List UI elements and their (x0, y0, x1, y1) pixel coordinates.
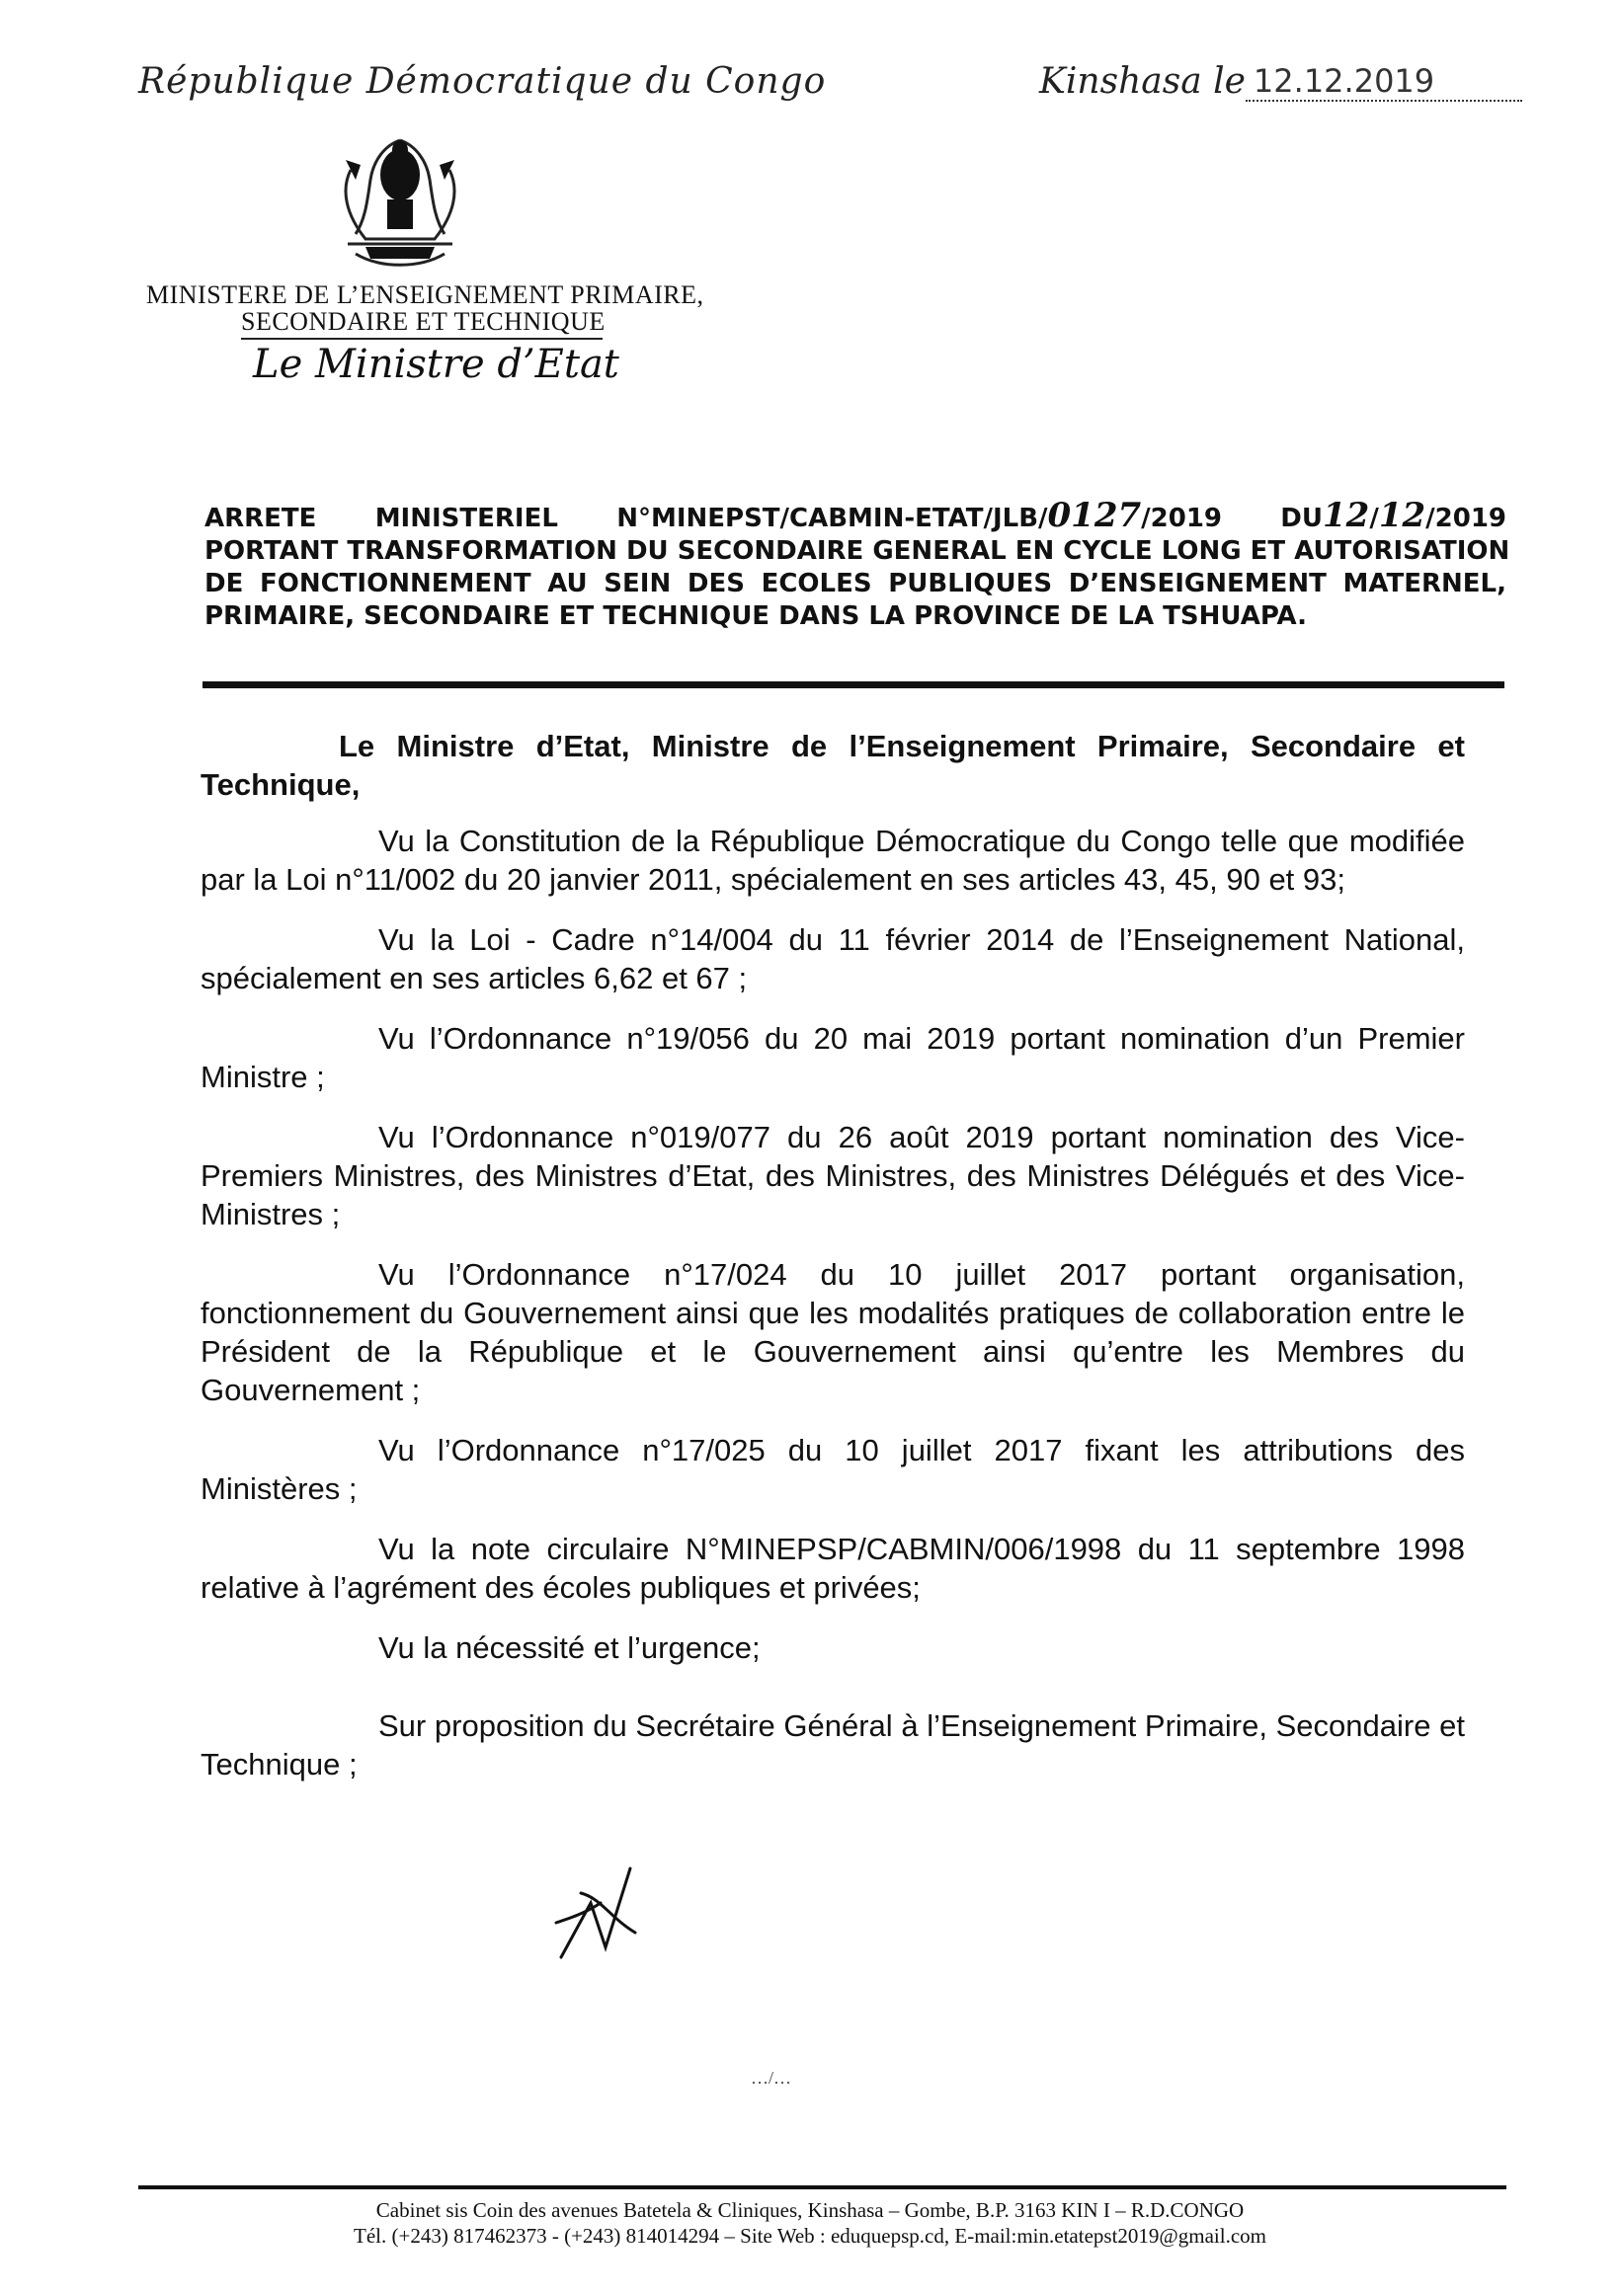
considerant-2: Vu la Loi - Cadre n°14/004 du 11 février 2014 de l’Enseignement National, spécialement en ses articles 6,62 et 67 ; (201, 922, 1465, 995)
decree-title-line1 (204, 496, 1506, 535)
decree-type: MINISTERIEL (374, 504, 558, 533)
decree-title-line2: PORTANT TRANSFORMATION DU SECONDAIRE GENERAL EN CYCLE LONG ET AUTORISATION (204, 536, 1510, 566)
considerant-7: Vu la note circulaire N°MINEPSP/CABMIN/006/1998 du 11 septembre 1998 relative à l’agrément des écoles publiques et privées; (201, 1532, 1465, 1605)
decree-number: N°MINEPST/CABMIN-ETAT/JLB/0127/2019 (616, 496, 1223, 535)
considerant-4: Vu l’Ordonnance n°019/077 du 26 août 2019 portant nomination des Vice-Premiers Ministres, des Ministres d’Etat, des Ministres, des Ministres Délégués et des Vice-Ministres ; (201, 1120, 1465, 1231)
decree-title-line3: DE FONCTIONNEMENT AU SEIN DES ECOLES PUBLIQUES D’ENSEIGNEMENT MATERNEL, (204, 569, 1506, 598)
footer-contact: Tél. (+243) 817462373 - (+243) 814014294 – Site Web : eduquepsp.cd, E-mail:min.etatepst2019@gmail.com (354, 2224, 1266, 2248)
considerant-5: Vu l’Ordonnance n°17/024 du 10 juillet 2017 portant organisation, fonctionnement du Gouvernement ainsi que les modalités pratiques de collaboration entre le Président de la République et le Gouvernement ainsi qu’entre les Membres du Gouvernement ; (201, 1257, 1465, 1407)
signature-initial (551, 1863, 640, 1962)
coat-of-arms-emblem (326, 120, 474, 278)
city-label: Kinshasa le (1039, 61, 1246, 102)
title-divider (202, 681, 1504, 688)
considerant-6: Vu l’Ordonnance n°17/025 du 10 juillet 2017 fixant les attributions des Ministères ; (201, 1433, 1465, 1506)
considerant-8: Vu la nécessité et l’urgence; (378, 1630, 761, 1665)
ministry-name-line1: MINISTERE DE L’ENSEIGNEMENT PRIMAIRE, (146, 280, 704, 309)
decree-label: ARRETE (204, 504, 317, 533)
republic-heading: République Démocratique du Congo (138, 61, 827, 102)
handwritten-number: 0127 (1047, 496, 1142, 535)
date-field (1246, 62, 1522, 102)
handwritten-month: 12 (1378, 496, 1426, 535)
footer-divider (138, 2185, 1506, 2189)
handwritten-day: 12 (1322, 496, 1370, 535)
decree-body (201, 727, 1465, 1805)
considerant-1: Vu la Constitution de la République Démocratique du Congo telle que modifiée par la Loi n°11/002 du 20 janvier 2011, spécialement en ses articles 43, 45, 90 et 93; (201, 824, 1465, 897)
ministry-underline (241, 338, 603, 340)
ministry-name-line2: SECONDAIRE ET TECHNIQUE (241, 307, 606, 336)
decree-title (204, 496, 1510, 633)
footer-address: Cabinet sis Coin des avenues Batetela & Cliniques, Kinshasa – Gombe, B.P. 3163 KIN I – R.D.CONGO (375, 2198, 1245, 2222)
minister-preamble: Le Ministre d’Etat, Ministre de l’Enseignement Primaire, Secondaire et Technique, (201, 729, 1465, 802)
place-date (1039, 61, 1522, 102)
minister-title: Le Ministre d’Etat (253, 342, 619, 387)
date-handwritten: 12.12.2019 (1253, 62, 1435, 100)
page-continued-marker: …/… (751, 2068, 792, 2088)
decree-date: DU12/12/2019 (1280, 496, 1506, 535)
considerant-3: Vu l’Ordonnance n°19/056 du 20 mai 2019 portant nomination d’un Premier Ministre ; (201, 1021, 1465, 1094)
proposal-paragraph: Sur proposition du Secrétaire Général à l’Enseignement Primaire, Secondaire et Technique ; (201, 1708, 1465, 1781)
decree-title-line4: PRIMAIRE, SECONDAIRE ET TECHNIQUE DANS LA PROVINCE DE LA TSHUAPA. (204, 601, 1307, 631)
